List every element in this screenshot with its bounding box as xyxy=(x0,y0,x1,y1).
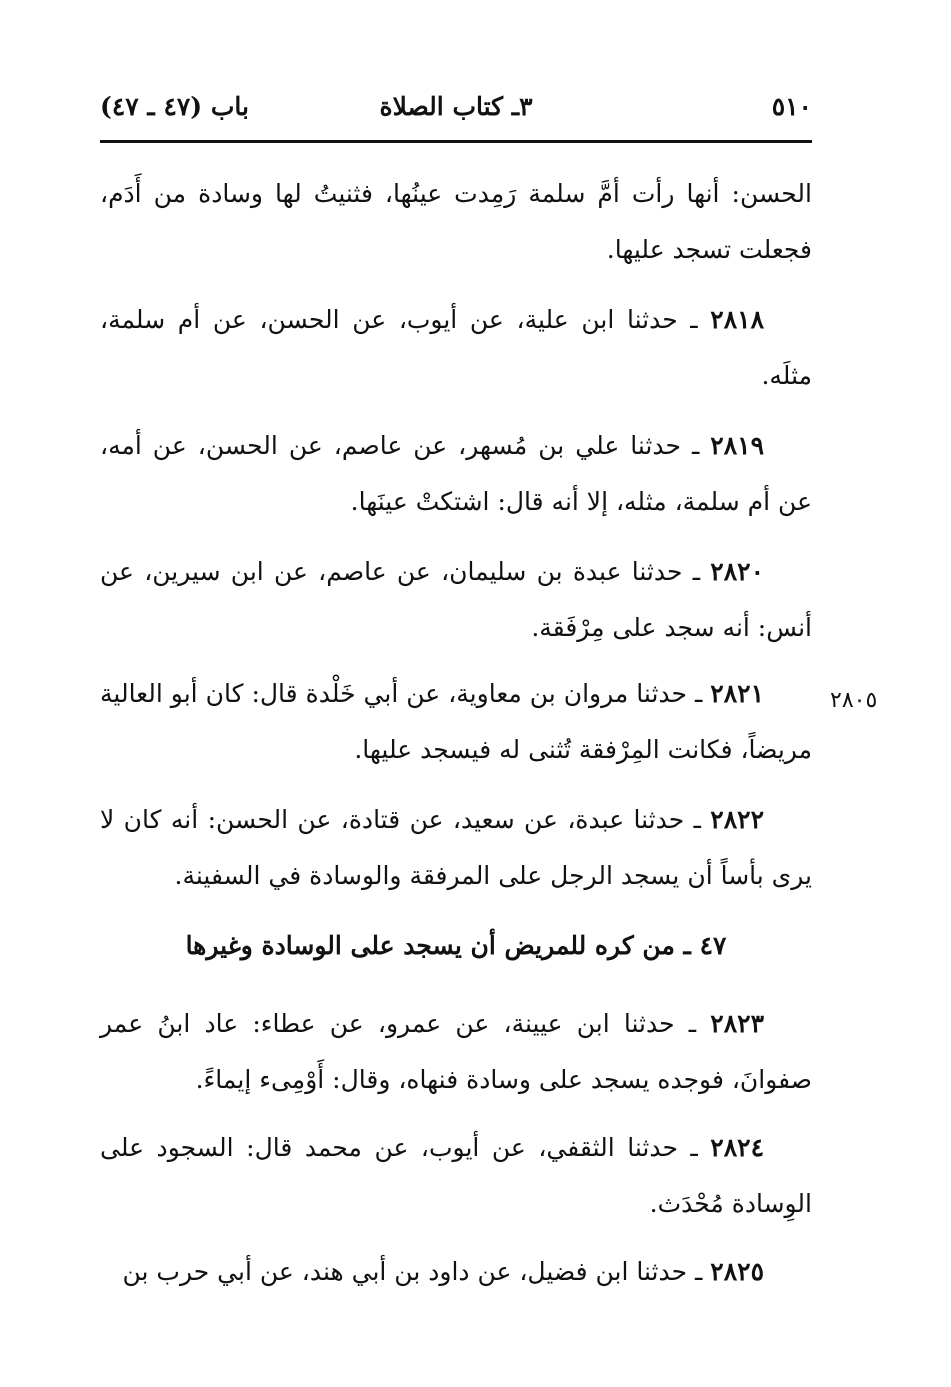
hadith-2823 xyxy=(100,996,812,1108)
hadith-number: ٢٨٢١ xyxy=(710,679,764,708)
paragraph-text: ـ حدثنا علي بن مُسهر، عن عاصم، عن الحسن، عن أمه، عن أم سلمة، مثله، إلا أنه قال: اشتكتْ عينَها. xyxy=(100,431,812,516)
paragraph-text: ـ حدثنا مروان بن معاوية، عن أبي خَلْدة قال: كان أبو العالية مريضاً، فكانت المِرْفقة تُثنى له فيسجد عليها. xyxy=(100,679,812,764)
section-heading: ٤٧ ـ من كره للمريض أن يسجد على الوسادة وغيرها xyxy=(185,931,727,960)
paragraph-text: ـ حدثنا ابن علية، عن أيوب، عن الحسن، عن أم سلمة، مثلَه. xyxy=(100,305,812,390)
chapter-label: باب (٤٧ ـ ٤٧) xyxy=(100,92,249,121)
hadith-2825 xyxy=(100,1244,812,1300)
hadith-number: ٢٨٢٤ xyxy=(710,1133,765,1162)
header-divider xyxy=(100,140,812,143)
hadith-2821 xyxy=(100,666,812,778)
hadith-2818 xyxy=(100,292,812,404)
hadith-number: ٢٨٢٢ xyxy=(710,805,764,834)
paragraph-text: ـ حدثنا ابن فضيل، عن داود بن أبي هند، عن أبي حرب بن xyxy=(122,1257,711,1286)
book-title: ٣ـ كتاب الصلاة xyxy=(379,92,533,121)
hadith-number: ٢٨٢٣ xyxy=(710,1009,764,1038)
hadith-number: ٢٨٢٠ xyxy=(710,557,764,586)
paragraph-text: الحسن: أنها رأت أمَّ سلمة رَمِدت عينُها، فثنيتُ لها وسادة من أَدَم، فجعلت تسجد عليها. xyxy=(100,179,812,264)
paragraph-text: ـ حدثنا عبدة بن سليمان، عن عاصم، عن ابن سيرين، عن أنس: أنه سجد على مِرْفَقة. xyxy=(100,557,812,642)
paragraph-continuation xyxy=(100,166,812,278)
hadith-number: ٢٨١٨ xyxy=(710,305,764,334)
page-header xyxy=(100,88,812,132)
hadith-2824 xyxy=(100,1120,812,1232)
hadith-2819 xyxy=(100,418,812,530)
hadith-number: ٢٨٢٥ xyxy=(710,1257,764,1286)
hadith-2820 xyxy=(100,544,812,656)
hadith-2822 xyxy=(100,792,812,904)
margin-reference-number: ٢٨٠٥ xyxy=(830,688,878,713)
paragraph-text: ـ حدثنا ابن عيينة، عن عمرو، عن عطاء: عاد ابنُ عمر صفوانَ، فوجده يسجد على وسادة فنهاه، وقال: أَوْمِىء إيماءً. xyxy=(100,1009,812,1094)
paragraph-text: ـ حدثنا الثقفي، عن أيوب، عن محمد قال: السجود على الوِسادة مُحْدَث. xyxy=(100,1133,812,1218)
hadith-number: ٢٨١٩ xyxy=(710,431,764,460)
page-number: ٥١٠ xyxy=(771,92,812,121)
paragraph-text: ـ حدثنا عبدة، عن سعيد، عن قتادة، عن الحسن: أنه كان لا يرى بأساً أن يسجد الرجل على المرفقة والوسادة في السفينة. xyxy=(100,805,812,890)
